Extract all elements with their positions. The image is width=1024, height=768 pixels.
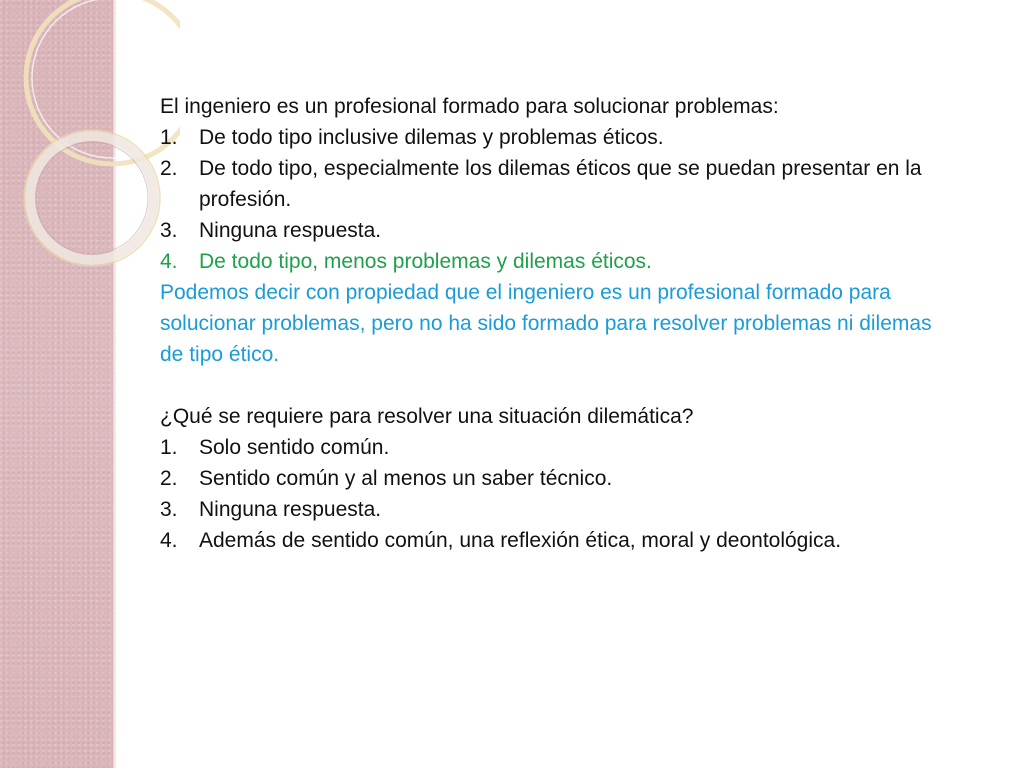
question-1-correct-answer bbox=[160, 246, 960, 277]
option-number: 4. bbox=[160, 250, 178, 273]
question-1-option-3 bbox=[160, 215, 960, 246]
option-text: Sentido común y al menos un saber técnico. bbox=[199, 467, 613, 490]
spacer bbox=[160, 370, 960, 401]
small-ring-outline bbox=[24, 130, 160, 266]
question-2-prompt: ¿Qué se requiere para resolver una situación dilemática? bbox=[160, 405, 694, 428]
option-number: 4. bbox=[160, 529, 178, 552]
question-2-option-1 bbox=[160, 432, 960, 463]
question-2-option-3 bbox=[160, 494, 960, 525]
option-text: Solo sentido común. bbox=[199, 436, 390, 459]
question-2-option-2 bbox=[160, 463, 960, 494]
option-text: De todo tipo, especialmente los dilemas éticos que se puedan presentar en la profesión. bbox=[199, 157, 922, 211]
small-ring-inner-outline bbox=[36, 142, 148, 254]
question-1-option-1 bbox=[160, 122, 960, 153]
option-number: 3. bbox=[160, 219, 178, 242]
decorative-rings bbox=[0, 0, 180, 360]
option-text: Además de sentido común, una reflexión ética, moral y deontológica. bbox=[199, 529, 842, 552]
question-2-option-4 bbox=[160, 525, 960, 556]
question-1-option-2 bbox=[160, 153, 960, 215]
option-number: 1. bbox=[160, 436, 178, 459]
option-text: De todo tipo inclusive dilemas y problemas éticos. bbox=[199, 126, 664, 149]
slide-content bbox=[160, 91, 960, 556]
option-number: 2. bbox=[160, 157, 178, 180]
question-1-prompt: El ingeniero es un profesional formado para solucionar problemas: bbox=[160, 95, 779, 118]
option-number: 1. bbox=[160, 126, 178, 149]
option-text: Ninguna respuesta. bbox=[199, 498, 382, 521]
option-text: Ninguna respuesta. bbox=[199, 219, 382, 242]
small-ring bbox=[30, 136, 154, 260]
question-1-explanation: Podemos decir con propiedad que el ingeniero es un profesional formado para solucionar problemas, pero no ha sido formado para resolver problemas ni dilemas de tipo ético. bbox=[160, 281, 932, 366]
option-text: De todo tipo, menos problemas y dilemas éticos. bbox=[199, 250, 652, 273]
option-number: 3. bbox=[160, 498, 178, 521]
option-number: 2. bbox=[160, 467, 178, 490]
